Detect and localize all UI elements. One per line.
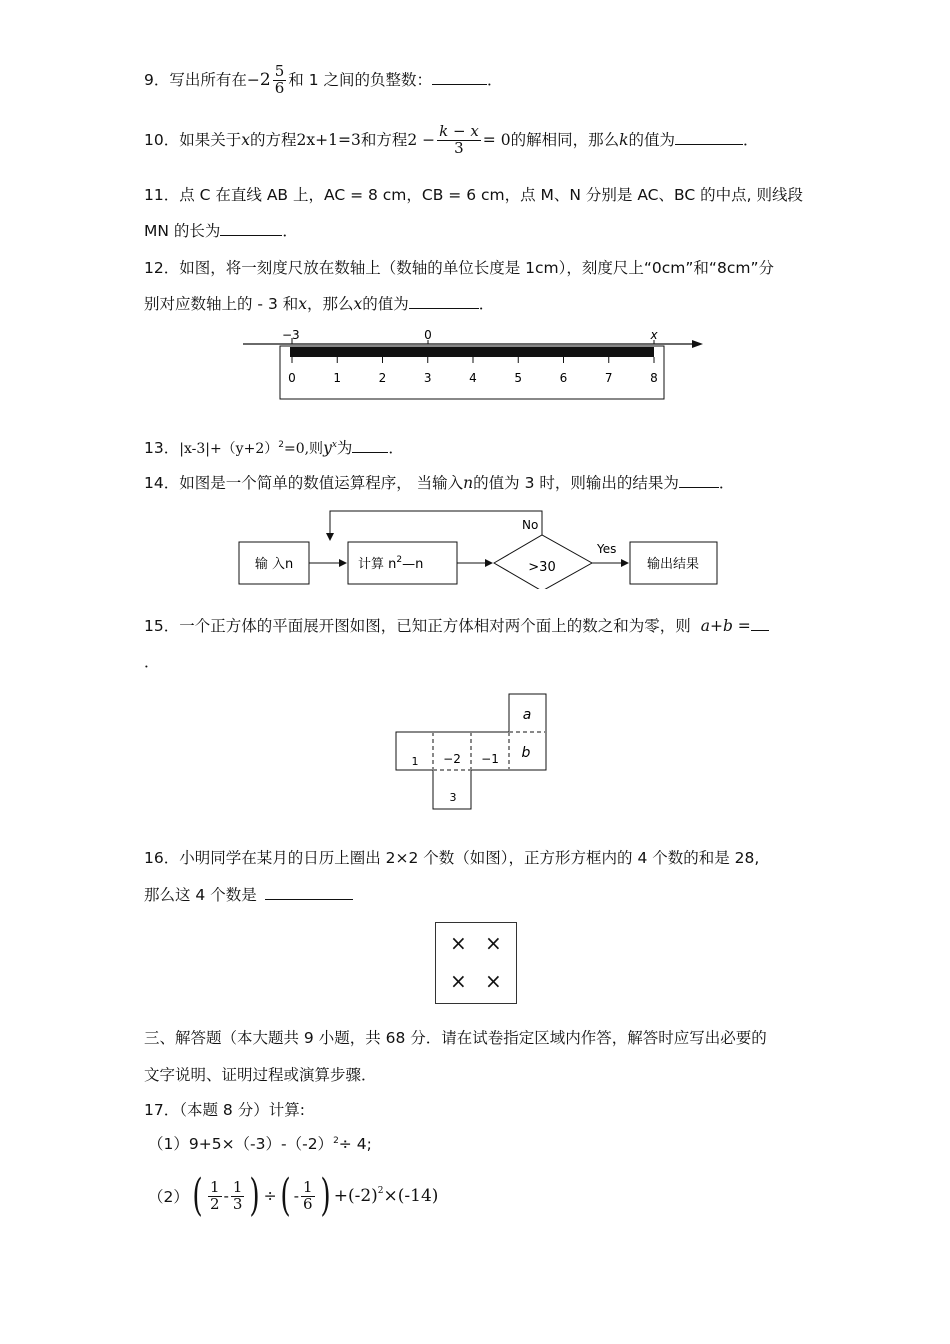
q10-frac-den: 3 [454, 138, 464, 157]
answer-blank[interactable] [352, 437, 388, 454]
ruler-tick-label: 7 [604, 371, 613, 385]
q16-line2: 那么这 4 个数是 [144, 886, 257, 904]
q12-end: ． [478, 295, 495, 313]
q15-end: ． [144, 653, 160, 671]
ruler-tick-label: 0 [288, 371, 296, 385]
q10-text: 如果关于 [179, 130, 242, 149]
q10-end: ． [743, 130, 759, 149]
net-label-a: a [522, 707, 532, 723]
q10-number: 10． [144, 130, 180, 149]
cube-net-figure [395, 693, 551, 813]
q13-y-sup: x [331, 439, 337, 450]
sec3-line1: 三、解答题（本大题共 9 小题，共 68 分．请在试卷指定区域内作答，解答时应写出必要的 [144, 1029, 767, 1047]
q17-frac-3 [301, 1177, 315, 1213]
question-13 [144, 436, 404, 458]
q10-var-x: x [241, 130, 250, 149]
answer-blank[interactable] [432, 68, 487, 85]
q12-line2-b: ，那么 [307, 295, 354, 313]
q17-tail-a: +(-2) [333, 1186, 378, 1206]
q9-neg: − [246, 70, 260, 89]
q13-text: 为 [336, 439, 353, 457]
q9-fraction [273, 64, 287, 97]
q10-fraction [437, 124, 481, 157]
paren-open: ( [279, 1170, 291, 1221]
answer-blank[interactable] [409, 293, 479, 310]
q9-number: 9． [144, 70, 170, 89]
cross-mark: × [450, 931, 467, 955]
cross-mark: × [485, 969, 502, 993]
q10-var-k: k [619, 130, 629, 149]
q17-p2-label: （2） [148, 1188, 189, 1206]
ruler-bar [290, 347, 654, 357]
question-14 [144, 471, 734, 493]
q17-frac-1 [208, 1177, 222, 1213]
q13-expr-a: |x-3|+（y+2） [179, 441, 279, 457]
q13-end: ． [388, 439, 404, 457]
question-12-line2 [144, 292, 494, 314]
section-3-heading [144, 1026, 767, 1048]
q10-eq1: 2x+1=3 [296, 130, 361, 149]
compute-box-label: 计算 $n^2—n$ [358, 555, 424, 572]
q17-f3-den: 6 [302, 1194, 313, 1213]
question-17-part1 [148, 1132, 372, 1154]
question-11-line2 [144, 219, 298, 241]
paren-open: ( [192, 1170, 203, 1221]
q16-line1: 16．小明同学在某月的日历上圈出 2×2 个数（如图），正方形方框内的 4 个数的和是 28, [144, 849, 760, 867]
sec3-line2: 文字说明、证明过程或演算步骤． [144, 1066, 377, 1084]
answer-blank[interactable] [675, 128, 743, 145]
q12-line1: 12．如图，将一刻度尺放在数轴上（数轴的单位长度是 1cm），刻度尺上“0cm”和“8cm”分 [144, 259, 774, 277]
yes-label: Yes [597, 542, 617, 556]
q17-p1-a: （1）9+5×（-3）-（-2） [148, 1135, 334, 1153]
q17-tail-b: ×(-14) [383, 1186, 439, 1206]
q9-end: ． [486, 70, 503, 89]
q15-text: 15．一个正方体的平面展开图如图，已知正方体相对两个面上的数之和为零，则 [144, 617, 691, 635]
question-9 [144, 64, 503, 97]
q13-sup: 2 [278, 439, 284, 450]
q10-text-4: 的解相同，那么 [510, 130, 620, 149]
answer-blank[interactable] [265, 884, 353, 901]
ruler-tick-label: 1 [333, 371, 342, 385]
question-17-part2 [148, 1170, 439, 1221]
paren-close: ) [319, 1170, 331, 1221]
q15-expr: a+b = [700, 617, 751, 635]
section-3-heading-line2 [144, 1063, 377, 1085]
ruler-tick-label: 5 [514, 371, 523, 385]
ruler-tick-label: 4 [469, 371, 477, 385]
answer-blank[interactable] [220, 220, 282, 237]
ruler-tick-label: 2 [378, 371, 387, 385]
output-box-label: 输出结果 [646, 557, 700, 572]
ruler-ticks [288, 357, 658, 385]
q10-text-5: 的值为 [628, 130, 675, 149]
q10-text-3: 和方程 [360, 130, 408, 149]
ruler-tick-label: 3 [423, 371, 432, 385]
axis-arrow-icon [692, 340, 703, 348]
net-label-b: b [521, 745, 531, 761]
q17-frac-2 [231, 1177, 245, 1213]
q10-text-2: 的方程 [250, 130, 297, 149]
net-label-3: 3 [449, 791, 457, 804]
answer-blank[interactable] [751, 615, 769, 632]
q14-text-2: 的值为 3 时，则输出的结果为 [473, 474, 679, 492]
axis-label-x: x [650, 328, 658, 342]
q10-lead: 2 − [407, 130, 436, 149]
q17-tail-sup: 2 [377, 1186, 384, 1196]
question-16-line2 [144, 883, 353, 905]
q17-f1-den: 2 [210, 1194, 220, 1213]
q9-frac-num: 5 [274, 62, 285, 80]
question-10 [144, 124, 759, 157]
q17-f1-num: 1 [210, 1177, 220, 1196]
q14-text: 14．如图是一个简单的数值运算程序， 当输入 [144, 474, 464, 492]
q9-whole: 2 [259, 69, 271, 90]
q9-text-2: 和 1 之间的负整数： [288, 70, 432, 89]
input-box-label: 输 入n [254, 557, 294, 572]
calendar-box [435, 922, 517, 1004]
ruler-tick-label: 8 [650, 371, 658, 385]
question-16 [144, 846, 759, 868]
q11-end: ． [282, 222, 298, 240]
q17-p1-b: ÷ 4; [338, 1135, 372, 1153]
axis-label-0: 0 [424, 328, 432, 342]
q17-f3-num: 1 [302, 1177, 313, 1196]
paren-close: ) [249, 1170, 261, 1221]
q17-f2-num: 1 [232, 1177, 243, 1196]
q17-neg: - [293, 1187, 299, 1205]
q17-title: 17．（本题 8 分）计算: [144, 1101, 305, 1119]
q14-end: ． [718, 474, 735, 492]
question-17-title [144, 1098, 305, 1120]
number-line-ruler-figure [240, 325, 710, 405]
question-15 [144, 614, 769, 636]
q15-end-line [144, 650, 160, 672]
net-label-1: 1 [411, 755, 419, 768]
q10-frac-num: k − x [439, 122, 479, 140]
q12-var-x-2: x [353, 295, 363, 313]
net-label-neg1: −1 [481, 752, 499, 766]
cross-mark: × [450, 969, 467, 993]
q11-line1: 11．点 C 在直线 AB 上，AC = 8 cm，CB = 6 cm，点 M、N 分别是 AC、BC 的中点, 则线段 [144, 186, 803, 204]
q17-f2-den: 3 [232, 1194, 243, 1213]
q17-p1-sup: 2 [333, 1135, 339, 1146]
q11-line2: MN 的长为 [144, 222, 221, 240]
answer-blank[interactable] [679, 472, 719, 489]
ruler-tick-label: 6 [559, 371, 568, 385]
cross-mark: × [485, 931, 502, 955]
q17-div: ÷ [263, 1187, 277, 1205]
net-label-neg2: −2 [443, 752, 461, 766]
question-11 [144, 183, 803, 205]
q14-var-n: n [463, 474, 474, 492]
q12-line2-a: 别对应数轴上的 - 3 和 [144, 295, 299, 313]
q12-var-x: x [298, 295, 307, 313]
axis-label-neg3: −3 [282, 328, 300, 342]
loop-back-arrow [330, 511, 542, 540]
no-label: No [522, 518, 539, 532]
decision-label: >30 [528, 560, 556, 575]
q9-frac-den: 6 [274, 78, 285, 97]
q17-minus: - [223, 1187, 229, 1205]
q13-expr-b: =0,则 [283, 441, 324, 457]
question-12 [144, 256, 774, 278]
q10-eq-tail: = 0 [482, 130, 511, 149]
flowchart-figure [236, 507, 726, 589]
q13-number: 13． [144, 439, 180, 457]
q13-y: y [323, 439, 332, 457]
q9-text: 写出所有在 [169, 70, 247, 89]
q12-line2-c: 的值为 [362, 295, 409, 313]
